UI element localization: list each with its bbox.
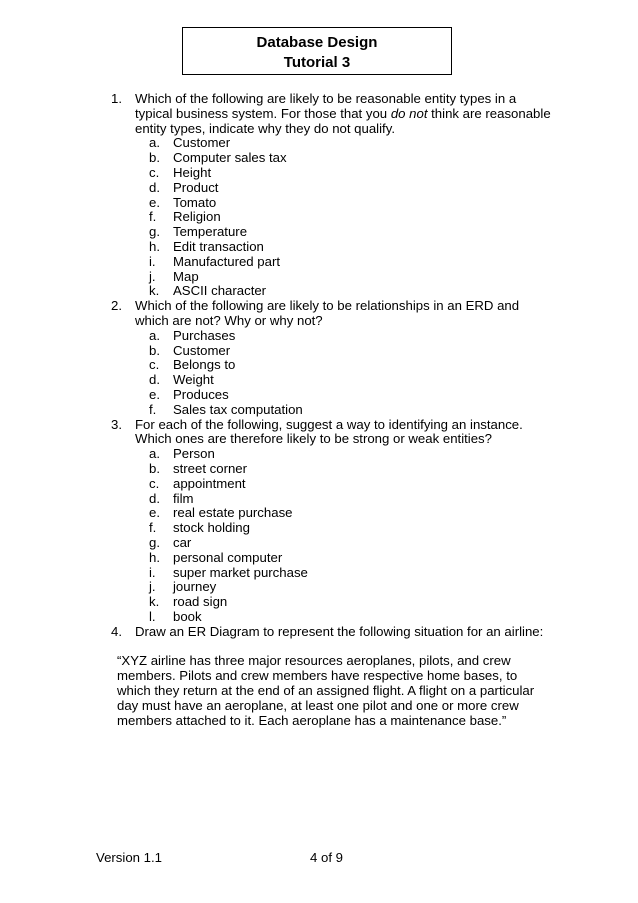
question-1-items: [111, 136, 551, 299]
item-letter: l.: [149, 608, 156, 624]
question-3: [111, 418, 551, 448]
list-item: [111, 521, 551, 536]
item-letter: g.: [149, 224, 160, 240]
item-letter: e.: [149, 386, 160, 402]
item-text: Height: [173, 164, 212, 180]
item-text: street corner: [173, 460, 248, 476]
item-text: Edit transaction: [173, 238, 264, 254]
list-item: [111, 595, 551, 610]
question-number: 3.: [111, 416, 122, 432]
question-text-line: which are not? Why or why not?: [135, 312, 323, 328]
document-title: Database Design: [256, 34, 378, 51]
item-letter: j.: [149, 579, 156, 595]
list-item: [111, 255, 551, 270]
question-2: [111, 299, 551, 329]
item-letter: e.: [149, 505, 160, 521]
question-3-items: [111, 447, 551, 625]
list-item: [111, 580, 551, 595]
item-text: ASCII character: [173, 283, 267, 299]
item-letter: d.: [149, 490, 160, 506]
item-letter: k.: [149, 594, 160, 610]
list-item: [111, 151, 551, 166]
item-text: Religion: [173, 209, 221, 225]
item-text: road sign: [173, 594, 228, 610]
list-item: [111, 284, 551, 299]
question-text-line: entity types, indicate why they do not qualify.: [135, 120, 395, 136]
tutorial-content: [111, 92, 551, 728]
item-letter: i.: [149, 564, 156, 580]
list-item: [111, 181, 551, 196]
list-item: [111, 506, 551, 521]
question-text-line: Which of the following are likely to be reasonable entity types in a: [135, 91, 517, 106]
item-text: Weight: [173, 372, 214, 388]
question-number: 4.: [111, 623, 122, 639]
list-item: [111, 240, 551, 255]
item-text: Person: [173, 446, 215, 462]
footer-page-number: 4 of 9: [310, 850, 343, 865]
item-text: Customer: [173, 342, 231, 358]
item-letter: a.: [149, 446, 160, 462]
quote-line: “XYZ airline has three major resources aeroplanes, pilots, and crew: [117, 653, 511, 669]
list-item: [111, 196, 551, 211]
item-letter: h.: [149, 238, 160, 254]
item-letter: k.: [149, 283, 160, 299]
quote-line: day must have an aeroplane, at least one pilot and one or more crew: [117, 697, 519, 713]
item-letter: f.: [149, 401, 157, 417]
title-box: [182, 27, 452, 75]
list-item: [111, 447, 551, 462]
item-text: film: [173, 490, 194, 506]
item-text: personal computer: [173, 549, 283, 565]
question-text-line: Draw an ER Diagram to represent the following situation for an airline:: [135, 623, 544, 639]
item-letter: j.: [149, 268, 156, 284]
question-text-line: [135, 107, 551, 122]
list-item: [111, 136, 551, 151]
item-text: Temperature: [173, 224, 248, 240]
item-letter: b.: [149, 342, 160, 358]
item-text: Produces: [173, 386, 229, 402]
item-text: real estate purchase: [173, 505, 293, 521]
item-letter: c.: [149, 164, 160, 180]
question-text-segment: typical business system. For those that you: [135, 105, 391, 121]
item-letter: e.: [149, 194, 160, 210]
item-letter: i.: [149, 253, 156, 269]
list-item: [111, 492, 551, 507]
item-text: car: [173, 534, 192, 550]
list-item: [111, 403, 551, 418]
item-letter: b.: [149, 460, 160, 476]
item-text: Map: [173, 268, 199, 284]
list-item: [111, 210, 551, 225]
scenario-quote: [111, 654, 551, 728]
list-item: [111, 344, 551, 359]
quote-line: members. Pilots and crew members have respective home bases, to: [117, 668, 518, 684]
list-item: [111, 566, 551, 581]
footer-version: Version 1.1: [96, 850, 162, 865]
list-item: [111, 551, 551, 566]
item-text: super market purchase: [173, 564, 308, 580]
item-letter: d.: [149, 179, 160, 195]
list-item: [111, 462, 551, 477]
item-text: Belongs to: [173, 357, 236, 373]
document-subtitle: Tutorial 3: [283, 54, 351, 71]
item-letter: b.: [149, 150, 160, 166]
item-letter: c.: [149, 475, 160, 491]
list-item: [111, 270, 551, 285]
item-letter: d.: [149, 372, 160, 388]
item-text: Customer: [173, 135, 231, 151]
item-letter: f.: [149, 209, 157, 225]
list-item: [111, 477, 551, 492]
item-letter: c.: [149, 357, 160, 373]
question-text-line: Which ones are therefore likely to be strong or weak entities?: [135, 431, 492, 447]
question-4: [111, 625, 551, 640]
question-1: [111, 92, 551, 136]
question-text-segment: think are reasonable: [427, 105, 551, 121]
question-emphasis: do not: [390, 105, 428, 121]
list-item: [111, 536, 551, 551]
item-text: appointment: [173, 475, 246, 491]
list-item: [111, 610, 551, 625]
list-item: [111, 225, 551, 240]
list-item: [111, 373, 551, 388]
item-letter: g.: [149, 534, 160, 550]
list-item: [111, 358, 551, 373]
item-letter: f.: [149, 520, 157, 536]
item-text: journey: [173, 579, 217, 595]
item-text: book: [173, 608, 202, 624]
item-letter: a.: [149, 327, 160, 343]
item-text: Computer sales tax: [173, 150, 287, 166]
item-text: stock holding: [173, 520, 250, 536]
question-2-items: [111, 329, 551, 418]
question-number: 1.: [111, 91, 122, 106]
question-number: 2.: [111, 298, 122, 314]
item-text: Sales tax computation: [173, 401, 303, 417]
quote-line: members attached to it. Each aeroplane has a maintenance base.”: [117, 712, 507, 728]
item-text: Purchases: [173, 327, 236, 343]
quote-line: which they return at the end of an assigned flight. A flight on a particular: [117, 683, 535, 699]
item-text: Product: [173, 179, 219, 195]
question-text-line: For each of the following, suggest a way to identifying an instance.: [135, 416, 523, 432]
list-item: [111, 388, 551, 403]
item-text: Tomato: [173, 194, 217, 210]
item-letter: a.: [149, 135, 160, 151]
list-item: [111, 166, 551, 181]
question-text-line: Which of the following are likely to be relationships in an ERD and: [135, 298, 520, 314]
item-text: Manufactured part: [173, 253, 281, 269]
list-item: [111, 329, 551, 344]
item-letter: h.: [149, 549, 160, 565]
